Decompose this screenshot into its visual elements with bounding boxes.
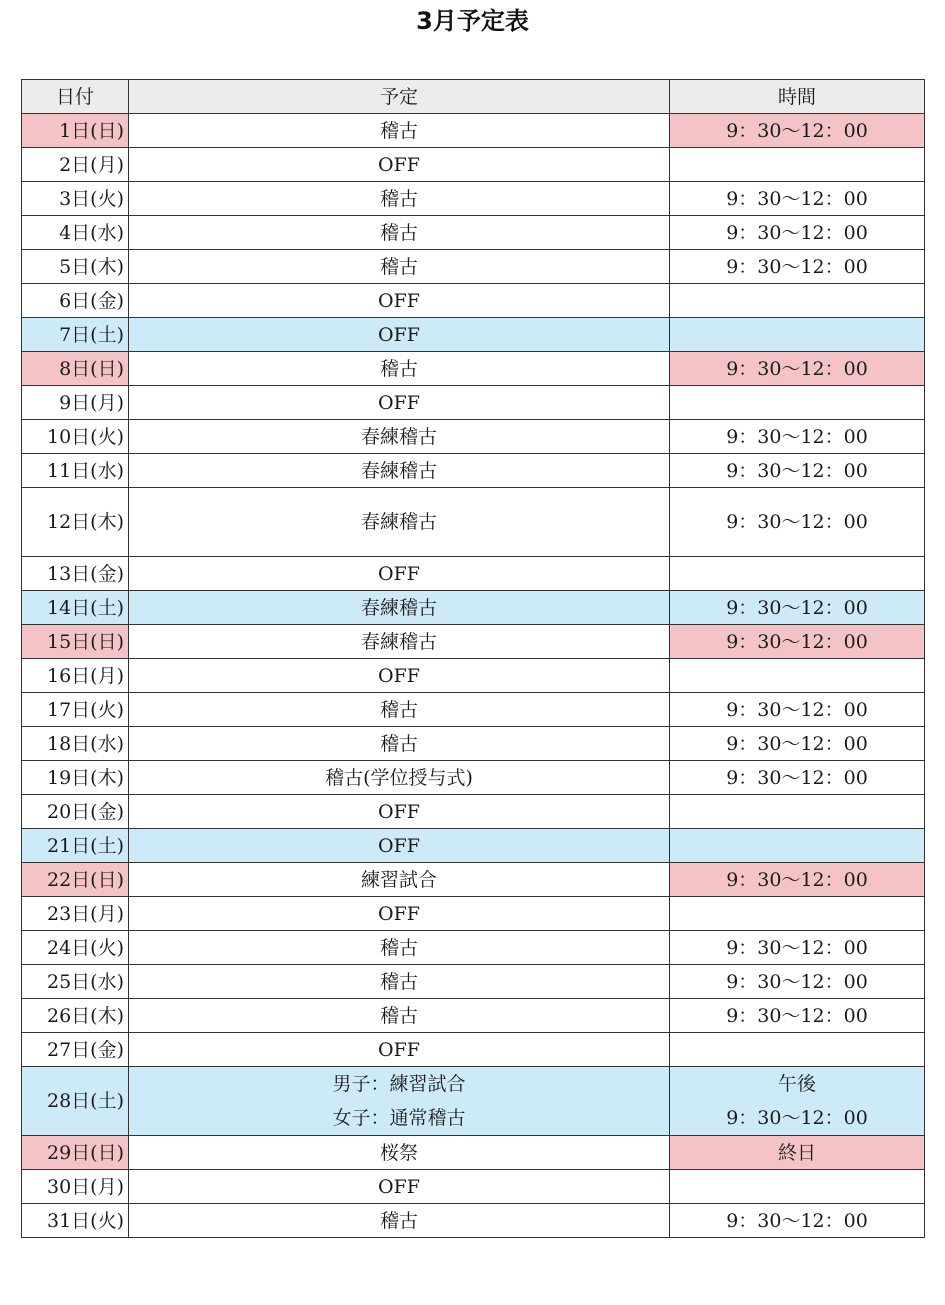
table-row — [22, 795, 925, 829]
row-plan: OFF — [129, 557, 670, 591]
row-plan: 春練稽古 — [129, 625, 670, 659]
table-row — [22, 216, 925, 250]
row-date: 7日(土) — [22, 318, 129, 352]
row-time — [670, 1067, 925, 1136]
row-date: 16日(月) — [22, 659, 129, 693]
schedule-body — [22, 114, 925, 1238]
table-row — [22, 1136, 925, 1170]
row-date: 24日(火) — [22, 931, 129, 965]
table-row — [22, 1204, 925, 1238]
table-row — [22, 897, 925, 931]
row-time: 9：30〜12：00 — [670, 1204, 925, 1238]
row-date: 6日(金) — [22, 284, 129, 318]
table-row — [22, 727, 925, 761]
row-plan: OFF — [129, 386, 670, 420]
row-time — [670, 386, 925, 420]
table-row — [22, 318, 925, 352]
row-date: 22日(日) — [22, 863, 129, 897]
row-date: 14日(土) — [22, 591, 129, 625]
row-time: 9：30〜12：00 — [670, 488, 925, 557]
row-plan: OFF — [129, 284, 670, 318]
row-date: 3日(火) — [22, 182, 129, 216]
row-time: 終日 — [670, 1136, 925, 1170]
header-time: 時間 — [670, 80, 925, 114]
row-time — [670, 659, 925, 693]
row-plan: OFF — [129, 897, 670, 931]
row-time: 9：30〜12：00 — [670, 625, 925, 659]
row-date: 5日(木) — [22, 250, 129, 284]
table-row — [22, 1067, 925, 1136]
table-row — [22, 386, 925, 420]
row-time: 9：30〜12：00 — [670, 454, 925, 488]
row-plan: 稽古 — [129, 216, 670, 250]
row-time: 9：30〜12：00 — [670, 761, 925, 795]
header-date: 日付 — [22, 80, 129, 114]
row-date: 18日(水) — [22, 727, 129, 761]
table-row — [22, 659, 925, 693]
row-date: 25日(水) — [22, 965, 129, 999]
row-time — [670, 318, 925, 352]
row-date: 12日(木) — [22, 488, 129, 557]
header-plan: 予定 — [129, 80, 670, 114]
table-row — [22, 693, 925, 727]
row-plan: 練習試合 — [129, 863, 670, 897]
row-time: 9：30〜12：00 — [670, 216, 925, 250]
row-date: 11日(水) — [22, 454, 129, 488]
row-date: 26日(木) — [22, 999, 129, 1033]
row-plan: 稽古 — [129, 352, 670, 386]
row-plan: 春練稽古 — [129, 420, 670, 454]
row-date: 27日(金) — [22, 1033, 129, 1067]
row-time-line: 午後 — [777, 1073, 816, 1095]
table-row — [22, 557, 925, 591]
row-time — [670, 284, 925, 318]
row-date: 21日(土) — [22, 829, 129, 863]
row-date: 30日(月) — [22, 1170, 129, 1204]
row-time: 9：30〜12：00 — [670, 863, 925, 897]
table-row — [22, 1170, 925, 1204]
row-date: 8日(日) — [22, 352, 129, 386]
row-time: 9：30〜12：00 — [670, 420, 925, 454]
table-row — [22, 182, 925, 216]
table-row — [22, 352, 925, 386]
row-date: 10日(火) — [22, 420, 129, 454]
row-time: 9：30〜12：00 — [670, 591, 925, 625]
table-row — [22, 965, 925, 999]
row-plan: OFF — [129, 318, 670, 352]
row-plan-line: 女子：通常稽古 — [332, 1107, 466, 1129]
row-date: 15日(日) — [22, 625, 129, 659]
table-row — [22, 284, 925, 318]
row-date: 17日(火) — [22, 693, 129, 727]
row-time — [670, 557, 925, 591]
row-time: 9：30〜12：00 — [670, 999, 925, 1033]
row-plan: OFF — [129, 148, 670, 182]
header-row — [22, 80, 925, 114]
row-date: 28日(土) — [22, 1067, 129, 1136]
table-row — [22, 863, 925, 897]
table-row — [22, 420, 925, 454]
row-time: 9：30〜12：00 — [670, 250, 925, 284]
row-time — [670, 1170, 925, 1204]
row-time: 9：30〜12：00 — [670, 114, 925, 148]
row-date: 29日(日) — [22, 1136, 129, 1170]
row-time: 9：30〜12：00 — [670, 352, 925, 386]
row-plan: 稽古 — [129, 931, 670, 965]
row-plan: 稽古 — [129, 965, 670, 999]
row-plan: 春練稽古 — [129, 488, 670, 557]
table-row — [22, 454, 925, 488]
row-date: 9日(月) — [22, 386, 129, 420]
row-time: 9：30〜12：00 — [670, 965, 925, 999]
table-row — [22, 114, 925, 148]
row-plan-line: 男子：練習試合 — [332, 1073, 466, 1095]
row-time-line: 9：30〜12：00 — [726, 1107, 868, 1129]
row-date: 1日(日) — [22, 114, 129, 148]
row-plan — [129, 1067, 670, 1136]
row-plan: 稽古 — [129, 114, 670, 148]
table-row — [22, 931, 925, 965]
row-plan: 稽古 — [129, 693, 670, 727]
row-plan: 稽古 — [129, 1204, 670, 1238]
row-time: 9：30〜12：00 — [670, 693, 925, 727]
row-time: 9：30〜12：00 — [670, 727, 925, 761]
row-time — [670, 829, 925, 863]
row-plan: 春練稽古 — [129, 454, 670, 488]
table-row — [22, 999, 925, 1033]
row-plan: 稽古 — [129, 182, 670, 216]
row-time — [670, 795, 925, 829]
row-date: 19日(木) — [22, 761, 129, 795]
row-plan: OFF — [129, 1170, 670, 1204]
row-time: 9：30〜12：00 — [670, 931, 925, 965]
row-plan: OFF — [129, 659, 670, 693]
table-row — [22, 148, 925, 182]
row-time — [670, 148, 925, 182]
row-plan: 稽古 — [129, 999, 670, 1033]
row-time: 9：30〜12：00 — [670, 182, 925, 216]
row-plan: 春練稽古 — [129, 591, 670, 625]
table-row — [22, 829, 925, 863]
table-row — [22, 1033, 925, 1067]
schedule-table — [21, 79, 925, 1238]
row-plan: 稽古 — [129, 250, 670, 284]
table-row — [22, 625, 925, 659]
row-date: 13日(金) — [22, 557, 129, 591]
row-time — [670, 1033, 925, 1067]
row-plan: 桜祭 — [129, 1136, 670, 1170]
row-date: 2日(月) — [22, 148, 129, 182]
row-date: 4日(水) — [22, 216, 129, 250]
table-row — [22, 761, 925, 795]
row-time — [670, 897, 925, 931]
row-plan: OFF — [129, 1033, 670, 1067]
row-plan: OFF — [129, 829, 670, 863]
row-plan: 稽古(学位授与式) — [129, 761, 670, 795]
row-date: 20日(金) — [22, 795, 129, 829]
table-row — [22, 591, 925, 625]
table-row — [22, 250, 925, 284]
row-date: 23日(月) — [22, 897, 129, 931]
row-plan: OFF — [129, 795, 670, 829]
row-date: 31日(火) — [22, 1204, 129, 1238]
page-title: 3月予定表 — [416, 7, 529, 35]
table-row — [22, 488, 925, 557]
row-plan: 稽古 — [129, 727, 670, 761]
